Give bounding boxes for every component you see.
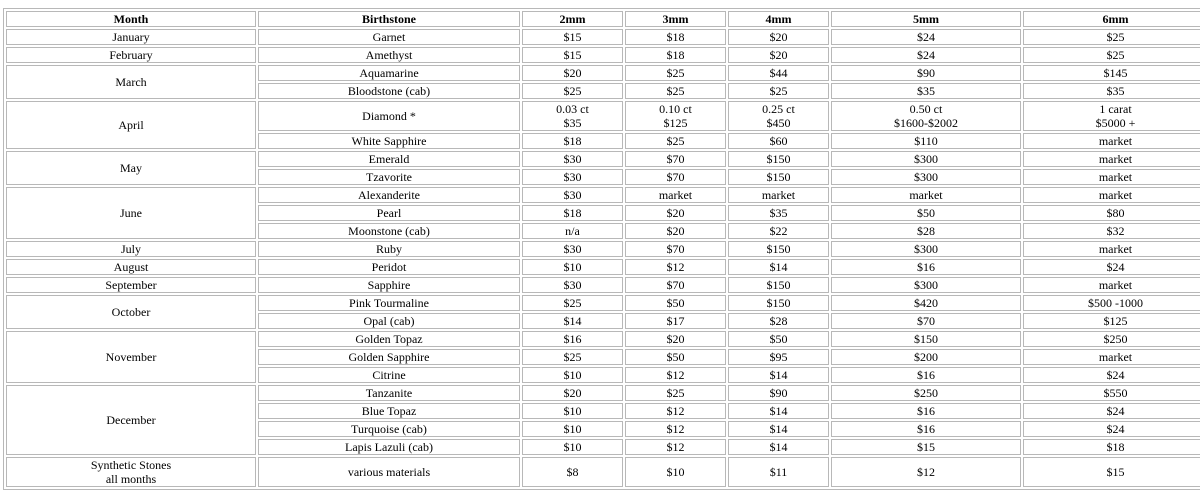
table-row xyxy=(6,101,1200,131)
birthstone-cell: Golden Sapphire xyxy=(258,349,520,365)
price-cell: $150 xyxy=(728,241,829,257)
price-cell: $95 xyxy=(728,349,829,365)
price-cell xyxy=(625,101,726,131)
birthstone-cell: Citrine xyxy=(258,367,520,383)
price-cell: $20 xyxy=(728,47,829,63)
price-cell: $125 xyxy=(1023,313,1200,329)
header-3mm: 3mm xyxy=(625,11,726,27)
birthstone-cell: Blue Topaz xyxy=(258,403,520,419)
price-cell: $70 xyxy=(625,169,726,185)
price-line: 0.50 ct xyxy=(909,102,943,116)
price-cell: $12 xyxy=(831,457,1021,487)
price-cell: $550 xyxy=(1023,385,1200,401)
month-cell: November xyxy=(6,331,256,383)
price-cell: $12 xyxy=(625,367,726,383)
price-cell: $110 xyxy=(831,133,1021,149)
price-cell: $150 xyxy=(728,169,829,185)
price-cell: $20 xyxy=(522,385,623,401)
price-cell: market xyxy=(1023,241,1200,257)
header-5mm: 5mm xyxy=(831,11,1021,27)
price-cell: $10 xyxy=(522,403,623,419)
birthstone-cell: Tanzanite xyxy=(258,385,520,401)
birthstone-cell: Lapis Lazuli (cab) xyxy=(258,439,520,455)
month-cell: May xyxy=(6,151,256,185)
price-cell: $250 xyxy=(1023,331,1200,347)
price-cell: $300 xyxy=(831,241,1021,257)
price-cell: $25 xyxy=(625,65,726,81)
price-cell: $50 xyxy=(831,205,1021,221)
table-row xyxy=(6,65,1200,81)
price-cell: $18 xyxy=(625,29,726,45)
price-cell: $18 xyxy=(625,47,726,63)
price-cell: $16 xyxy=(831,367,1021,383)
price-line: $125 xyxy=(663,116,688,130)
price-cell: $20 xyxy=(625,331,726,347)
price-cell: $25 xyxy=(1023,29,1200,45)
price-cell: $22 xyxy=(728,223,829,239)
price-cell: $15 xyxy=(1023,457,1200,487)
price-cell: $16 xyxy=(831,259,1021,275)
price-cell: $24 xyxy=(1023,259,1200,275)
price-line: 0.10 ct xyxy=(659,102,692,116)
month-cell: February xyxy=(6,47,256,63)
price-cell: $20 xyxy=(625,205,726,221)
price-cell: $25 xyxy=(522,295,623,311)
birthstone-cell: Moonstone (cab) xyxy=(258,223,520,239)
price-cell: $500 -1000 xyxy=(1023,295,1200,311)
price-cell: $250 xyxy=(831,385,1021,401)
price-cell: $24 xyxy=(1023,421,1200,437)
price-cell: $200 xyxy=(831,349,1021,365)
birthstone-cell: Emerald xyxy=(258,151,520,167)
price-cell: $70 xyxy=(625,277,726,293)
birthstone-cell: Opal (cab) xyxy=(258,313,520,329)
month-cell: October xyxy=(6,295,256,329)
price-cell: $44 xyxy=(728,65,829,81)
birthstone-cell: White Sapphire xyxy=(258,133,520,149)
price-line: 1 carat xyxy=(1099,102,1132,116)
month-cell: September xyxy=(6,277,256,293)
table-row xyxy=(6,259,1200,275)
birthstone-cell: Sapphire xyxy=(258,277,520,293)
price-cell: $25 xyxy=(728,83,829,99)
price-cell: $15 xyxy=(522,47,623,63)
month-label-line: Synthetic Stones xyxy=(90,458,172,472)
price-cell: $50 xyxy=(625,295,726,311)
price-cell: $18 xyxy=(1023,439,1200,455)
price-cell: $24 xyxy=(831,29,1021,45)
birthstone-cell: Pink Tourmaline xyxy=(258,295,520,311)
month-cell: August xyxy=(6,259,256,275)
price-cell: market xyxy=(1023,151,1200,167)
price-cell: $25 xyxy=(522,349,623,365)
birthstone-cell: Bloodstone (cab) xyxy=(258,83,520,99)
price-cell: $70 xyxy=(831,313,1021,329)
price-cell: $25 xyxy=(625,385,726,401)
price-cell: $150 xyxy=(728,277,829,293)
price-cell: $14 xyxy=(728,367,829,383)
price-cell: $10 xyxy=(625,457,726,487)
price-cell: $80 xyxy=(1023,205,1200,221)
header-month: Month xyxy=(6,11,256,27)
price-cell: $14 xyxy=(728,439,829,455)
price-cell: $300 xyxy=(831,151,1021,167)
price-line: 0.03 ct xyxy=(556,102,589,116)
price-cell: market xyxy=(728,187,829,203)
price-line: $1600-$2002 xyxy=(894,116,958,130)
birthstone-cell: Pearl xyxy=(258,205,520,221)
price-cell: market xyxy=(1023,349,1200,365)
price-cell: $12 xyxy=(625,259,726,275)
price-cell: $35 xyxy=(1023,83,1200,99)
price-cell: $32 xyxy=(1023,223,1200,239)
header-row xyxy=(6,11,1200,27)
price-cell: $12 xyxy=(625,403,726,419)
price-cell: $25 xyxy=(522,83,623,99)
price-cell: $18 xyxy=(522,133,623,149)
table-body xyxy=(6,29,1200,487)
price-line: $450 xyxy=(766,116,791,130)
price-cell: $30 xyxy=(522,277,623,293)
month-cell: April xyxy=(6,101,256,149)
price-line: $5000 + xyxy=(1095,116,1136,130)
table-row xyxy=(6,385,1200,401)
table-row xyxy=(6,151,1200,167)
price-cell: $24 xyxy=(831,47,1021,63)
price-cell: $90 xyxy=(728,385,829,401)
birthstone-cell: Turquoise (cab) xyxy=(258,421,520,437)
month-cell: July xyxy=(6,241,256,257)
price-cell: $16 xyxy=(831,421,1021,437)
price-cell: $12 xyxy=(625,421,726,437)
price-cell: $15 xyxy=(522,29,623,45)
price-cell: $50 xyxy=(728,331,829,347)
price-cell: $8 xyxy=(522,457,623,487)
birthstone-cell: Peridot xyxy=(258,259,520,275)
birthstone-cell: Ruby xyxy=(258,241,520,257)
table-row xyxy=(6,295,1200,311)
price-cell: n/a xyxy=(522,223,623,239)
price-cell: $28 xyxy=(831,223,1021,239)
price-cell: $35 xyxy=(728,205,829,221)
price-cell: $14 xyxy=(728,403,829,419)
table-row xyxy=(6,187,1200,203)
table-row xyxy=(6,47,1200,63)
price-cell: $145 xyxy=(1023,65,1200,81)
table-row xyxy=(6,331,1200,347)
price-cell: $300 xyxy=(831,169,1021,185)
price-cell: $20 xyxy=(522,65,623,81)
price-cell: $25 xyxy=(625,83,726,99)
price-cell: $14 xyxy=(522,313,623,329)
price-line: 0.25 ct xyxy=(762,102,795,116)
price-cell: $16 xyxy=(831,403,1021,419)
month-cell: January xyxy=(6,29,256,45)
price-cell xyxy=(831,101,1021,131)
price-cell: $150 xyxy=(831,331,1021,347)
price-cell: $25 xyxy=(1023,47,1200,63)
header-4mm: 4mm xyxy=(728,11,829,27)
table-row xyxy=(6,241,1200,257)
price-cell xyxy=(728,101,829,131)
price-cell: $10 xyxy=(522,439,623,455)
price-cell: market xyxy=(831,187,1021,203)
price-cell: $90 xyxy=(831,65,1021,81)
price-cell: $15 xyxy=(831,439,1021,455)
price-cell: market xyxy=(1023,169,1200,185)
month-cell: December xyxy=(6,385,256,455)
month-cell: March xyxy=(6,65,256,99)
price-cell xyxy=(1023,101,1200,131)
price-cell: market xyxy=(1023,133,1200,149)
birthstone-cell: various materials xyxy=(258,457,520,487)
birthstone-cell: Amethyst xyxy=(258,47,520,63)
price-cell: $17 xyxy=(625,313,726,329)
price-cell: $35 xyxy=(831,83,1021,99)
price-cell: market xyxy=(1023,187,1200,203)
price-cell: $420 xyxy=(831,295,1021,311)
header-6mm: 6mm xyxy=(1023,11,1200,27)
price-cell: $11 xyxy=(728,457,829,487)
price-cell: $70 xyxy=(625,151,726,167)
price-cell: $30 xyxy=(522,187,623,203)
birthstone-cell: Aquamarine xyxy=(258,65,520,81)
price-cell: $28 xyxy=(728,313,829,329)
price-line: $35 xyxy=(563,116,582,130)
price-cell: $150 xyxy=(728,295,829,311)
price-cell: $16 xyxy=(522,331,623,347)
price-cell: $30 xyxy=(522,151,623,167)
birthstone-cell: Diamond * xyxy=(258,101,520,131)
price-cell: $12 xyxy=(625,439,726,455)
birthstone-cell: Alexanderite xyxy=(258,187,520,203)
birthstone-cell: Golden Topaz xyxy=(258,331,520,347)
price-cell: $60 xyxy=(728,133,829,149)
price-cell: $10 xyxy=(522,421,623,437)
birthstone-cell: Garnet xyxy=(258,29,520,45)
price-cell: $24 xyxy=(1023,403,1200,419)
price-cell: $14 xyxy=(728,421,829,437)
price-cell xyxy=(522,101,623,131)
price-cell: $30 xyxy=(522,169,623,185)
price-cell: $14 xyxy=(728,259,829,275)
price-cell: $300 xyxy=(831,277,1021,293)
header-2mm: 2mm xyxy=(522,11,623,27)
price-cell: $18 xyxy=(522,205,623,221)
price-cell: $24 xyxy=(1023,367,1200,383)
price-cell: market xyxy=(1023,277,1200,293)
price-cell: market xyxy=(625,187,726,203)
header-birthstone: Birthstone xyxy=(258,11,520,27)
table-row xyxy=(6,277,1200,293)
birthstone-cell: Tzavorite xyxy=(258,169,520,185)
price-cell: $30 xyxy=(522,241,623,257)
month-cell: June xyxy=(6,187,256,239)
price-cell: $50 xyxy=(625,349,726,365)
price-cell: $10 xyxy=(522,259,623,275)
birthstone-price-table xyxy=(3,8,1200,490)
month-label-line: all months xyxy=(105,472,157,486)
price-cell: $20 xyxy=(625,223,726,239)
table-row xyxy=(6,29,1200,45)
price-cell: $150 xyxy=(728,151,829,167)
price-cell: $70 xyxy=(625,241,726,257)
price-cell: $25 xyxy=(625,133,726,149)
price-cell: $10 xyxy=(522,367,623,383)
price-cell: $20 xyxy=(728,29,829,45)
